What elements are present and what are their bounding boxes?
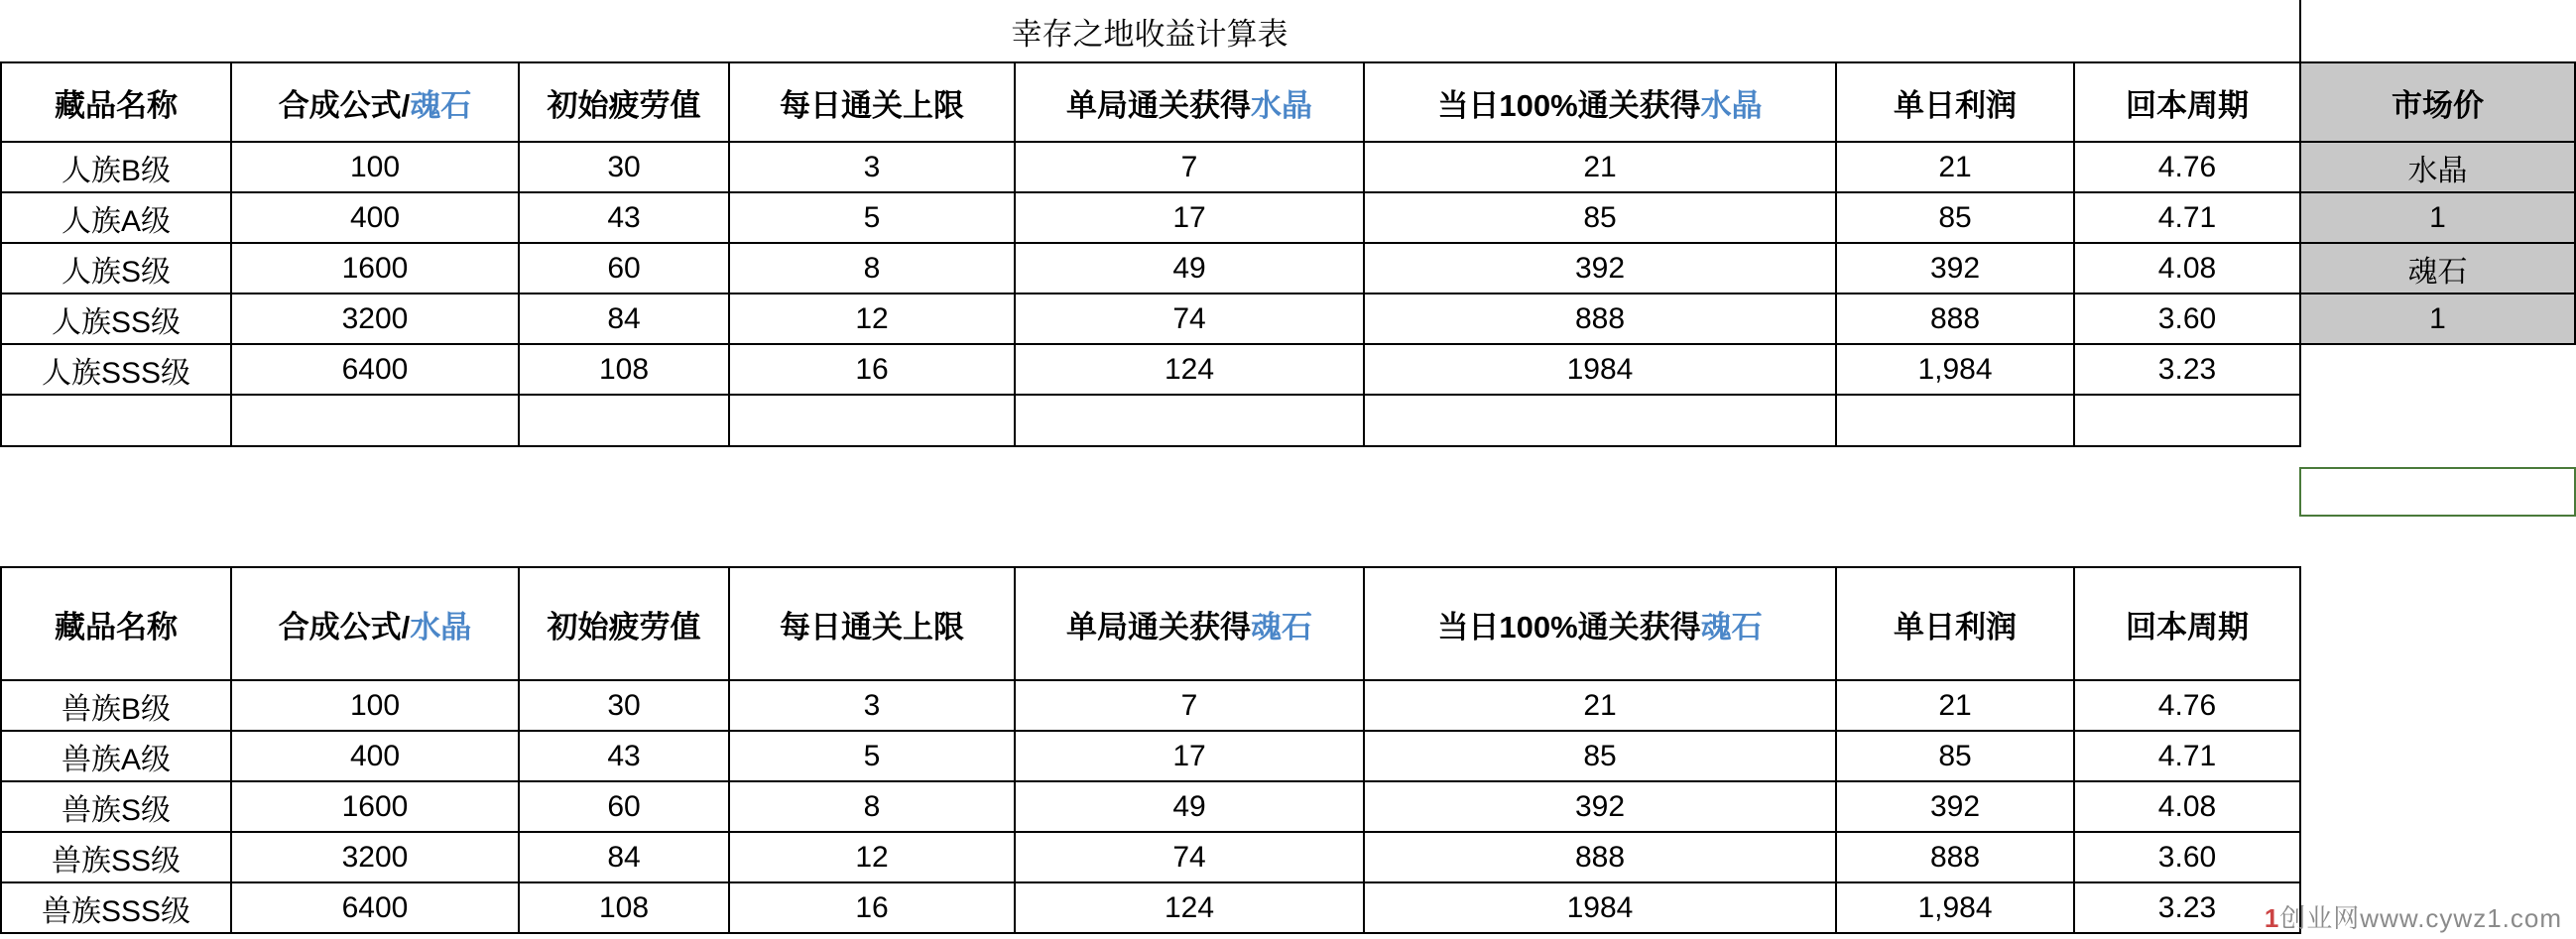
- data-cell[interactable]: 4.71: [2074, 192, 2300, 243]
- data-cell[interactable]: 7: [1015, 142, 1364, 192]
- market-price-cell[interactable]: 1: [2300, 293, 2575, 344]
- data-cell[interactable]: 3.60: [2074, 293, 2300, 344]
- column-header-text: 初始疲劳值: [547, 609, 701, 645]
- row-label-cell[interactable]: 人族A级: [1, 192, 231, 243]
- data-cell[interactable]: 30: [519, 142, 729, 192]
- column-header-5: [1364, 62, 1836, 142]
- column-header-1: [231, 567, 519, 680]
- watermark-logo: 1: [2264, 903, 2280, 933]
- column-header-6: [1836, 567, 2074, 680]
- column-header-text: 单局通关获得: [1066, 87, 1251, 123]
- data-cell[interactable]: 43: [519, 192, 729, 243]
- table-row: [1, 731, 2300, 781]
- data-cell[interactable]: 5: [729, 192, 1015, 243]
- data-cell[interactable]: 100: [231, 680, 519, 731]
- column-header-accent: 水晶: [410, 609, 472, 645]
- data-cell[interactable]: 392: [1364, 243, 1836, 293]
- table-row: [1, 293, 2300, 344]
- data-cell[interactable]: 60: [519, 781, 729, 832]
- data-cell[interactable]: 6400: [231, 344, 519, 395]
- data-cell[interactable]: 392: [1364, 781, 1836, 832]
- data-cell[interactable]: 4.08: [2074, 243, 2300, 293]
- column-header-text: 初始疲劳值: [547, 87, 701, 123]
- data-cell[interactable]: 1984: [1364, 344, 1836, 395]
- column-header-4: [1015, 567, 1364, 680]
- data-cell[interactable]: 888: [1836, 832, 2074, 882]
- data-cell[interactable]: 3.23: [2074, 344, 2300, 395]
- data-cell[interactable]: 4.08: [2074, 781, 2300, 832]
- column-header-7: [2074, 62, 2300, 142]
- column-header-6: [1836, 62, 2074, 142]
- column-header-accent: 魂石: [1251, 609, 1312, 645]
- title-row-pad: [2300, 0, 2576, 62]
- data-cell[interactable]: 43: [519, 731, 729, 781]
- spacer-cell[interactable]: [1364, 395, 1836, 446]
- row-label-cell[interactable]: 兽族S级: [1, 781, 231, 832]
- data-cell[interactable]: 124: [1015, 344, 1364, 395]
- data-cell[interactable]: 21: [1836, 680, 2074, 731]
- market-price-cell[interactable]: 水晶: [2300, 142, 2575, 192]
- data-cell[interactable]: 49: [1015, 243, 1364, 293]
- page-title: 幸存之地收益计算表: [0, 0, 2300, 62]
- table-row: [1, 781, 2300, 832]
- data-cell[interactable]: 1984: [1364, 882, 1836, 933]
- spacer-cell[interactable]: [729, 395, 1015, 446]
- column-header-text: 单局通关获得: [1066, 609, 1251, 645]
- column-header-text: 当日100%通关获得: [1437, 609, 1701, 645]
- column-header-7: [2074, 567, 2300, 680]
- data-cell[interactable]: 100: [231, 142, 519, 192]
- column-header-accent: 魂石: [1700, 609, 1763, 645]
- data-cell[interactable]: 49: [1015, 781, 1364, 832]
- table-row: [1, 243, 2300, 293]
- data-cell[interactable]: 400: [231, 731, 519, 781]
- row-label-cell[interactable]: 人族SSS级: [1, 344, 231, 395]
- spacer-cell[interactable]: [231, 395, 519, 446]
- data-cell[interactable]: 3.23: [2074, 882, 2300, 933]
- watermark: [2265, 898, 2562, 935]
- column-header-text: 藏品名称: [55, 87, 178, 123]
- row-label-cell[interactable]: 兽族B级: [1, 680, 231, 731]
- data-cell[interactable]: 4.76: [2074, 142, 2300, 192]
- data-cell[interactable]: 85: [1836, 731, 2074, 781]
- data-cell[interactable]: 888: [1836, 293, 2074, 344]
- table-row: [1, 680, 2300, 731]
- data-cell[interactable]: 6400: [231, 882, 519, 933]
- column-header-0: [1, 62, 231, 142]
- column-header-4: [1015, 62, 1364, 142]
- column-header-1: [231, 62, 519, 142]
- data-cell[interactable]: 888: [1364, 293, 1836, 344]
- market-price-cell[interactable]: 1: [2300, 192, 2575, 243]
- data-cell[interactable]: 392: [1836, 781, 2074, 832]
- data-cell[interactable]: 108: [519, 882, 729, 933]
- data-cell[interactable]: 1,984: [1836, 344, 2074, 395]
- data-cell[interactable]: 1600: [231, 243, 519, 293]
- column-header-text: 每日通关上限: [780, 609, 964, 645]
- row-label-cell[interactable]: 兽族A级: [1, 731, 231, 781]
- market-price-cell[interactable]: 魂石: [2300, 243, 2575, 293]
- data-cell[interactable]: 7: [1015, 680, 1364, 731]
- table-row: [1, 344, 2300, 395]
- spacer-cell[interactable]: [2074, 395, 2300, 446]
- data-cell[interactable]: 1600: [231, 781, 519, 832]
- market-price-block: [2299, 61, 2576, 345]
- data-cell[interactable]: 8: [729, 781, 1015, 832]
- row-label-cell[interactable]: 兽族SSS级: [1, 882, 231, 933]
- data-cell[interactable]: 3: [729, 142, 1015, 192]
- column-header-text: 单日利润: [1894, 87, 2017, 123]
- data-cell[interactable]: 85: [1364, 731, 1836, 781]
- data-cell[interactable]: 3200: [231, 832, 519, 882]
- market-price-row: [2300, 192, 2575, 243]
- table-header-row: [1, 567, 2300, 680]
- row-label-cell[interactable]: 兽族SS级: [1, 832, 231, 882]
- row-label-cell[interactable]: 人族S级: [1, 243, 231, 293]
- data-cell[interactable]: 30: [519, 680, 729, 731]
- data-cell[interactable]: 85: [1836, 192, 2074, 243]
- table-row: [1, 832, 2300, 882]
- data-cell[interactable]: 12: [729, 832, 1015, 882]
- data-cell[interactable]: 8: [729, 243, 1015, 293]
- data-cell[interactable]: 3200: [231, 293, 519, 344]
- row-label-cell[interactable]: 人族SS级: [1, 293, 231, 344]
- data-cell[interactable]: 21: [1364, 142, 1836, 192]
- row-label-cell[interactable]: 人族B级: [1, 142, 231, 192]
- data-cell[interactable]: 21: [1364, 680, 1836, 731]
- column-header-3: [729, 62, 1015, 142]
- column-header-5: [1364, 567, 1836, 680]
- title-row: [0, 0, 2576, 63]
- column-header-accent: 水晶: [1700, 87, 1763, 123]
- spacer-cell[interactable]: [1015, 395, 1364, 446]
- data-cell[interactable]: 1,984: [1836, 882, 2074, 933]
- column-header-text: 回本周期: [2126, 609, 2249, 645]
- market-price-header-row: [2300, 62, 2575, 142]
- column-header-accent: 水晶: [1251, 87, 1312, 123]
- data-cell[interactable]: 85: [1364, 192, 1836, 243]
- data-cell[interactable]: 84: [519, 832, 729, 882]
- column-header-text: 合成公式/: [278, 609, 411, 645]
- data-cell[interactable]: 84: [519, 293, 729, 344]
- data-cell[interactable]: 74: [1015, 293, 1364, 344]
- market-price-row: [2300, 243, 2575, 293]
- data-cell[interactable]: 60: [519, 243, 729, 293]
- table-row: [1, 192, 2300, 243]
- column-header-0: [1, 567, 231, 680]
- column-header-text: 合成公式/: [278, 87, 411, 123]
- data-cell[interactable]: 3: [729, 680, 1015, 731]
- data-cell[interactable]: 17: [1015, 731, 1364, 781]
- table-human-collectibles: [0, 61, 2301, 447]
- column-header-text: 回本周期: [2126, 87, 2249, 123]
- column-header-2: [519, 567, 729, 680]
- column-header-2: [519, 62, 729, 142]
- column-header-text: 藏品名称: [55, 609, 178, 645]
- column-header-text: 当日100%通关获得: [1437, 87, 1701, 123]
- data-cell[interactable]: 400: [231, 192, 519, 243]
- spacer-cell[interactable]: [1, 395, 231, 446]
- table-row: [1, 142, 2300, 192]
- data-cell[interactable]: 16: [729, 344, 1015, 395]
- data-cell[interactable]: 392: [1836, 243, 2074, 293]
- column-header-accent: 魂石: [410, 87, 472, 123]
- spacer-cell[interactable]: [519, 395, 729, 446]
- market-price-row: [2300, 142, 2575, 192]
- data-cell[interactable]: 108: [519, 344, 729, 395]
- data-cell[interactable]: 124: [1015, 882, 1364, 933]
- market-price-header: 市场价: [2300, 62, 2575, 142]
- data-cell[interactable]: 888: [1364, 832, 1836, 882]
- table-header-row: [1, 62, 2300, 142]
- data-cell[interactable]: 12: [729, 293, 1015, 344]
- spacer-cell[interactable]: [1836, 395, 2074, 446]
- data-cell[interactable]: 16: [729, 882, 1015, 933]
- active-cell-selection[interactable]: [2299, 467, 2576, 517]
- table-row: [1, 882, 2300, 933]
- column-header-text: 单日利润: [1894, 609, 2017, 645]
- data-cell[interactable]: 4.71: [2074, 731, 2300, 781]
- table-orc-collectibles: [0, 566, 2301, 934]
- spacer-row: [1, 395, 2300, 446]
- data-cell[interactable]: 21: [1836, 142, 2074, 192]
- column-header-3: [729, 567, 1015, 680]
- data-cell[interactable]: 3.60: [2074, 832, 2300, 882]
- market-price-row: [2300, 293, 2575, 344]
- watermark-text: 创业网www.cywz1.com: [2279, 903, 2562, 933]
- column-header-text: 每日通关上限: [780, 87, 964, 123]
- data-cell[interactable]: 5: [729, 731, 1015, 781]
- data-cell[interactable]: 74: [1015, 832, 1364, 882]
- data-cell[interactable]: 17: [1015, 192, 1364, 243]
- data-cell[interactable]: 4.76: [2074, 680, 2300, 731]
